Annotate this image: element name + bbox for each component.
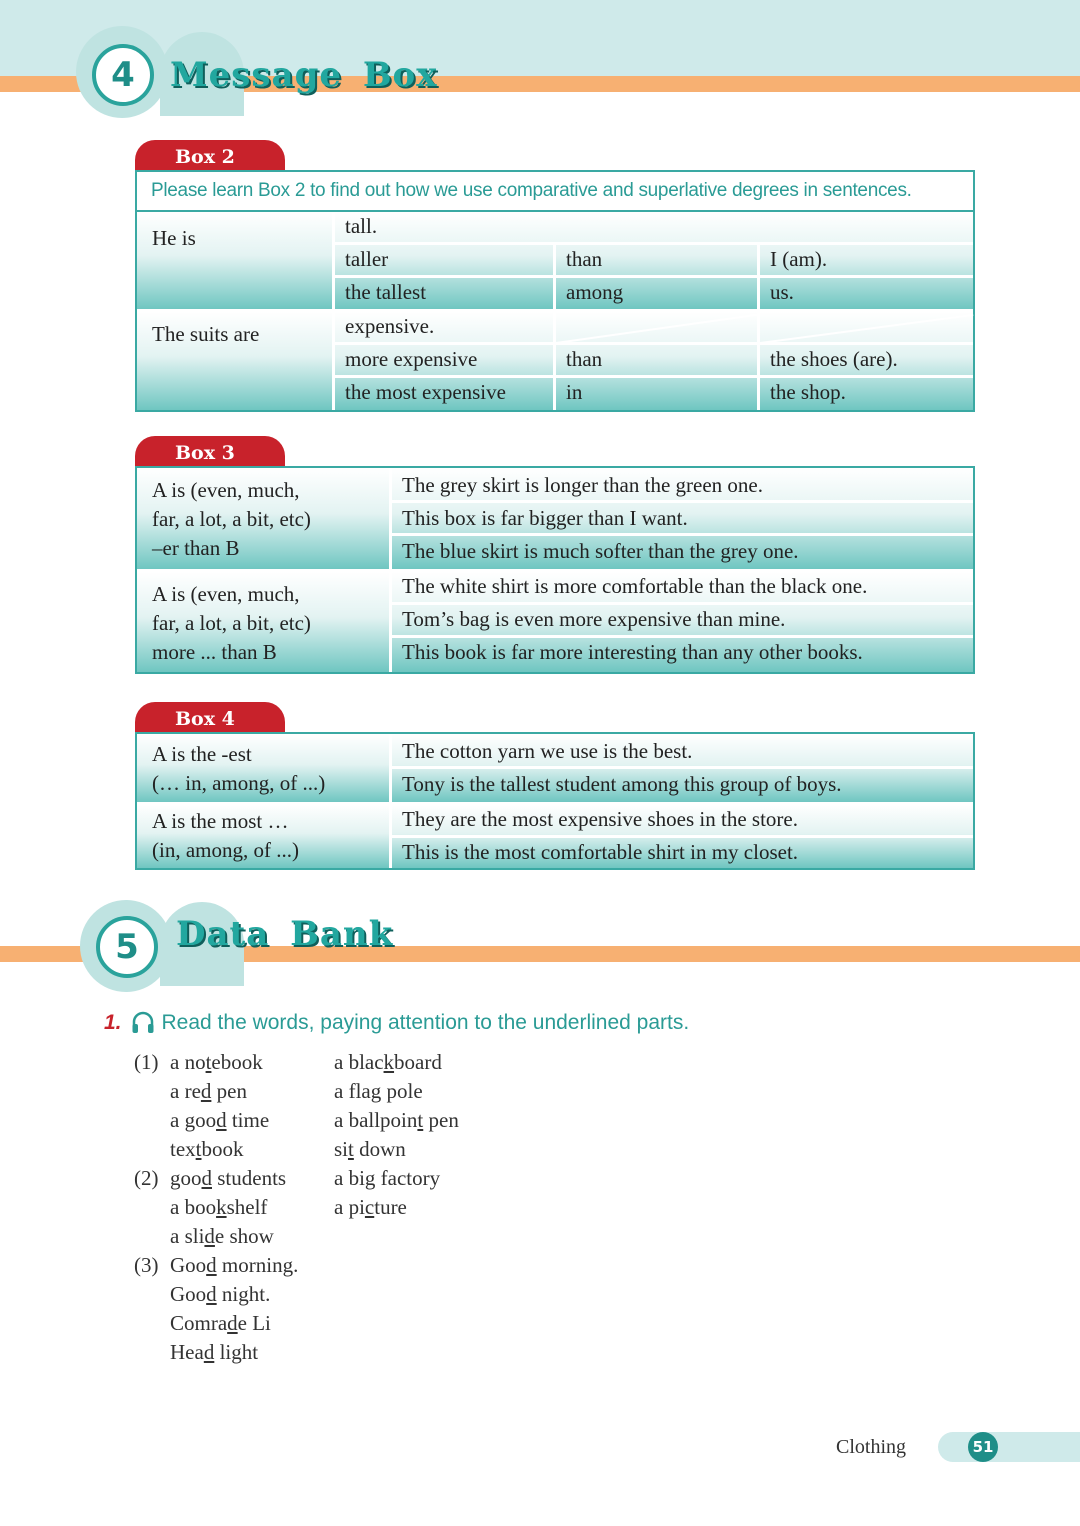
word-item: good students [170, 1166, 287, 1190]
box-3-group-label [137, 572, 311, 667]
word-item: a flag pole [334, 1079, 423, 1103]
example-sentence: The blue skirt is much softer than the grey one. [402, 539, 799, 563]
label-line: A is the most … [152, 809, 289, 833]
underlined-letter: k [383, 1050, 395, 1074]
table-row [335, 345, 973, 375]
section-5-number: 5 [96, 916, 158, 978]
table-cell: the shop. [770, 380, 846, 404]
table-cell: expensive. [345, 314, 435, 338]
box-3 [135, 466, 975, 674]
word-item: Head light [170, 1340, 259, 1364]
table-row [335, 378, 973, 408]
box-2-group-suits [137, 309, 973, 410]
example-sentence: Tom’s bag is even more expensive than mine. [402, 607, 786, 631]
word-item: a good time [170, 1108, 270, 1132]
group-label: (1) [134, 1050, 159, 1074]
box-3-group-label [137, 468, 311, 563]
box-3-tab: Box 3 [135, 436, 285, 468]
word-item: a picture [334, 1195, 407, 1219]
section-4-title: Message Box [170, 55, 438, 95]
underlined-letter: t [195, 1137, 202, 1161]
table-cell: tall. [345, 214, 378, 238]
word-item: a ballpoint pen [334, 1108, 459, 1132]
table-cell: the most expensive [345, 380, 506, 404]
box-3-group-er [137, 468, 973, 569]
underlined-letter: g [370, 1079, 382, 1103]
table-row [335, 278, 973, 308]
label-line: far, a lot, a bit, etc) [152, 611, 311, 635]
box-3-group-more [137, 569, 973, 672]
table-cell: the tallest [345, 280, 427, 304]
box-4 [135, 732, 975, 870]
word-item: sit down [334, 1137, 406, 1161]
word-item: Good morning. [170, 1253, 299, 1277]
label-line: A is (even, much, [152, 582, 300, 606]
table-row [392, 805, 973, 835]
example-sentence: The grey skirt is longer than the green one. [402, 473, 763, 497]
table-row [335, 212, 973, 242]
box-4-tab: Box 4 [135, 702, 285, 734]
box-4-group-most [137, 802, 973, 868]
exercise-instruction: Read the words, paying attention to the underlined parts. [161, 1011, 690, 1034]
exercise-number: 1. [104, 1011, 122, 1034]
label-line: (in, among, of ...) [152, 838, 299, 862]
label-line: (… in, among, of ...) [152, 771, 326, 795]
box-4-group-label [137, 734, 325, 798]
underlined-letter: t [205, 1050, 212, 1074]
unit-label: Clothing [836, 1436, 907, 1458]
underlined-letter: d [204, 1224, 215, 1248]
box-2-group-he-is [137, 212, 973, 309]
underlined-letter: c [364, 1195, 375, 1219]
underlined-letter: k [216, 1195, 227, 1219]
table-row [392, 770, 973, 800]
underlined-letter: d [200, 1079, 212, 1103]
word-item: a slide show [170, 1224, 274, 1248]
table-cell: than [566, 347, 603, 371]
table-cell: among [566, 280, 624, 304]
underlined-letter: d [227, 1311, 238, 1335]
box-2-tab: Box 2 [135, 140, 285, 172]
underlined-letter: t [417, 1108, 424, 1132]
table-row [335, 312, 973, 342]
headphones-icon[interactable] [130, 1010, 156, 1036]
word-item: a blackboard [334, 1050, 442, 1074]
word-item: Comrade Li [170, 1311, 271, 1335]
word-item: a bookshelf [170, 1195, 268, 1219]
label-line: A is the -est [152, 742, 252, 766]
table-cell: the shoes (are). [770, 347, 898, 371]
section-4-number: 4 [92, 44, 154, 106]
label-line: A is (even, much, [152, 478, 300, 502]
word-item: a red pen [170, 1079, 247, 1103]
table-row [392, 838, 973, 868]
example-sentence: Tony is the tallest student among this group of boys. [402, 772, 842, 796]
box-2-group-label: He is [152, 226, 196, 250]
example-sentence: This book is far more interesting than any other books. [402, 640, 863, 664]
table-cell: taller [345, 247, 389, 271]
box-2-group-label: The suits are [152, 322, 260, 346]
group-label: (3) [134, 1253, 159, 1277]
table-row [392, 605, 973, 635]
label-line: far, a lot, a bit, etc) [152, 507, 311, 531]
section-5-title: Data Bank [176, 914, 394, 954]
word-item: a big factory [334, 1166, 441, 1190]
footer-band [938, 1432, 1080, 1462]
example-sentence: The white shirt is more comfortable than the black one. [402, 574, 868, 598]
word-item: a notebook [170, 1050, 263, 1074]
box-2-intro: Please learn Box 2 to find out how we use comparative and superlative degrees in sentences. [137, 172, 973, 212]
example-sentence: This box is far bigger than I want. [402, 506, 688, 530]
page-number: 51 [968, 1432, 998, 1462]
table-cell: I (am). [770, 247, 828, 271]
box-4-group-est [137, 734, 973, 802]
table-cell: than [566, 247, 603, 271]
table-row [392, 737, 973, 767]
label-line: –er than B [152, 536, 240, 560]
table-cell: more expensive [345, 347, 478, 371]
table-cell: us. [770, 280, 794, 304]
underlined-letter: t [348, 1137, 354, 1161]
exercise-1-instruction-row [104, 1010, 689, 1036]
table-row [392, 638, 973, 668]
word-item: textbook [170, 1137, 244, 1161]
underlined-letter: d [216, 1108, 227, 1132]
word-item: Good night. [170, 1282, 271, 1306]
table-row [392, 572, 973, 602]
example-sentence: This is the most comfortable shirt in my closet. [402, 840, 799, 864]
example-sentence: The cotton yarn we use is the best. [402, 739, 693, 763]
underlined-letter: d [206, 1282, 217, 1306]
example-sentence: They are the most expensive shoes in the store. [402, 807, 798, 831]
group-label: (2) [134, 1166, 159, 1190]
underlined-letter: g [364, 1166, 376, 1190]
box-4-group-label [137, 805, 299, 865]
underlined-letter: d [206, 1253, 217, 1277]
table-row [392, 504, 973, 534]
table-row [392, 471, 973, 501]
underlined-letter: d [201, 1166, 212, 1190]
box-2 [135, 170, 975, 412]
table-row [392, 537, 973, 567]
label-line: more ... than B [152, 640, 277, 664]
table-cell: in [566, 380, 583, 404]
underlined-letter: d [203, 1340, 215, 1364]
table-row [335, 245, 973, 275]
